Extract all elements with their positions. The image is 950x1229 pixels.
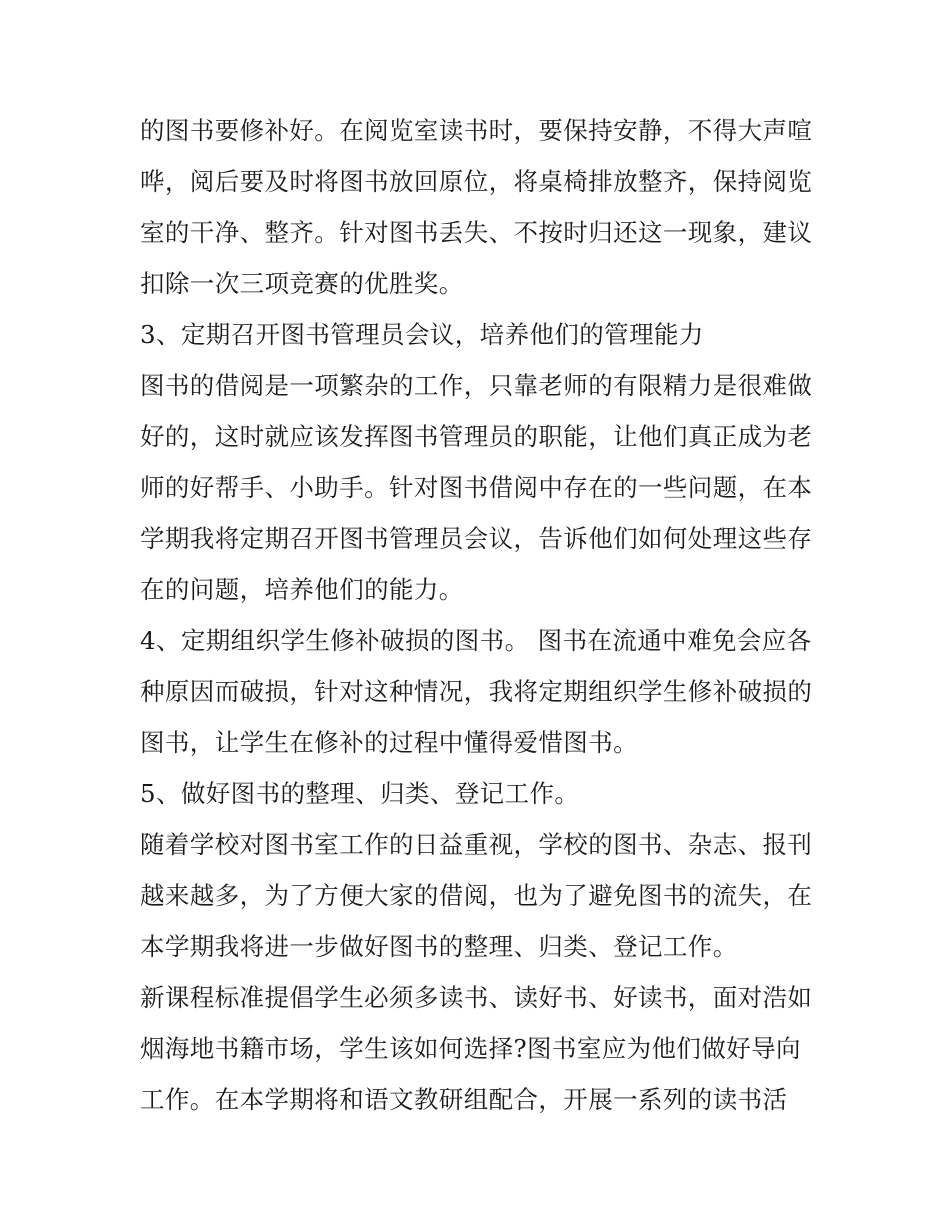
text-line: 种原因而破损，针对这种情况，我将定期组织学生修补破损的 [140,677,813,706]
text-line: 师的好帮手、小助手。针对图书借阅中存在的一些问题，在本 [140,473,813,502]
text-line: 本学期我将进一步做好图书的整理、归类、登记工作。 [140,932,738,961]
text-line: 图书的借阅是一项繁杂的工作，只靠老师的有限精力是很难做 [140,371,813,400]
section-heading-4: 4、定期组织学生修补破损的图书。 图书在流通中难免会应各 [140,626,812,655]
text-line: 哗，阅后要及时将图书放回原位，将桌椅排放整齐，保持阅览 [140,167,813,196]
section-heading-5: 5、做好图书的整理、归类、登记工作。 [140,779,580,808]
text-line: 图书，让学生在修补的过程中懂得爱惜图书。 [140,728,638,757]
text-line: 好的，这时就应该发挥图书管理员的职能，让他们真正成为老 [140,422,813,451]
text-line: 越来越多，为了方便大家的借阅，也为了避免图书的流失，在 [140,881,813,910]
section-heading-3: 3、定期召开图书管理员会议，培养他们的管理能力 [140,320,704,349]
text-line: 新课程标准提倡学生必须多读书、读好书、好读书，面对浩如 [140,983,813,1012]
text-line: 的图书要修补好。在阅览室读书时，要保持安静，不得大声喧 [140,116,813,145]
text-line: 在的问题，培养他们的能力。 [140,575,464,604]
text-line: 烟海地书籍市场，学生该如何选择?图书室应为他们做好导向 [140,1034,801,1063]
document-body [140,105,820,1125]
text-line: 随着学校对图书室工作的日益重视，学校的图书、杂志、报刊 [140,830,813,859]
text-line: 工作。在本学期将和语文教研组配合，开展一系列的读书活 [140,1085,788,1114]
text-line: 室的干净、整齐。针对图书丢失、不按时归还这一现象，建议 [140,218,813,247]
text-line: 学期我将定期召开图书管理员会议，告诉他们如何处理这些存 [140,524,813,553]
text-line: 扣除一次三项竞赛的优胜奖。 [140,269,464,298]
